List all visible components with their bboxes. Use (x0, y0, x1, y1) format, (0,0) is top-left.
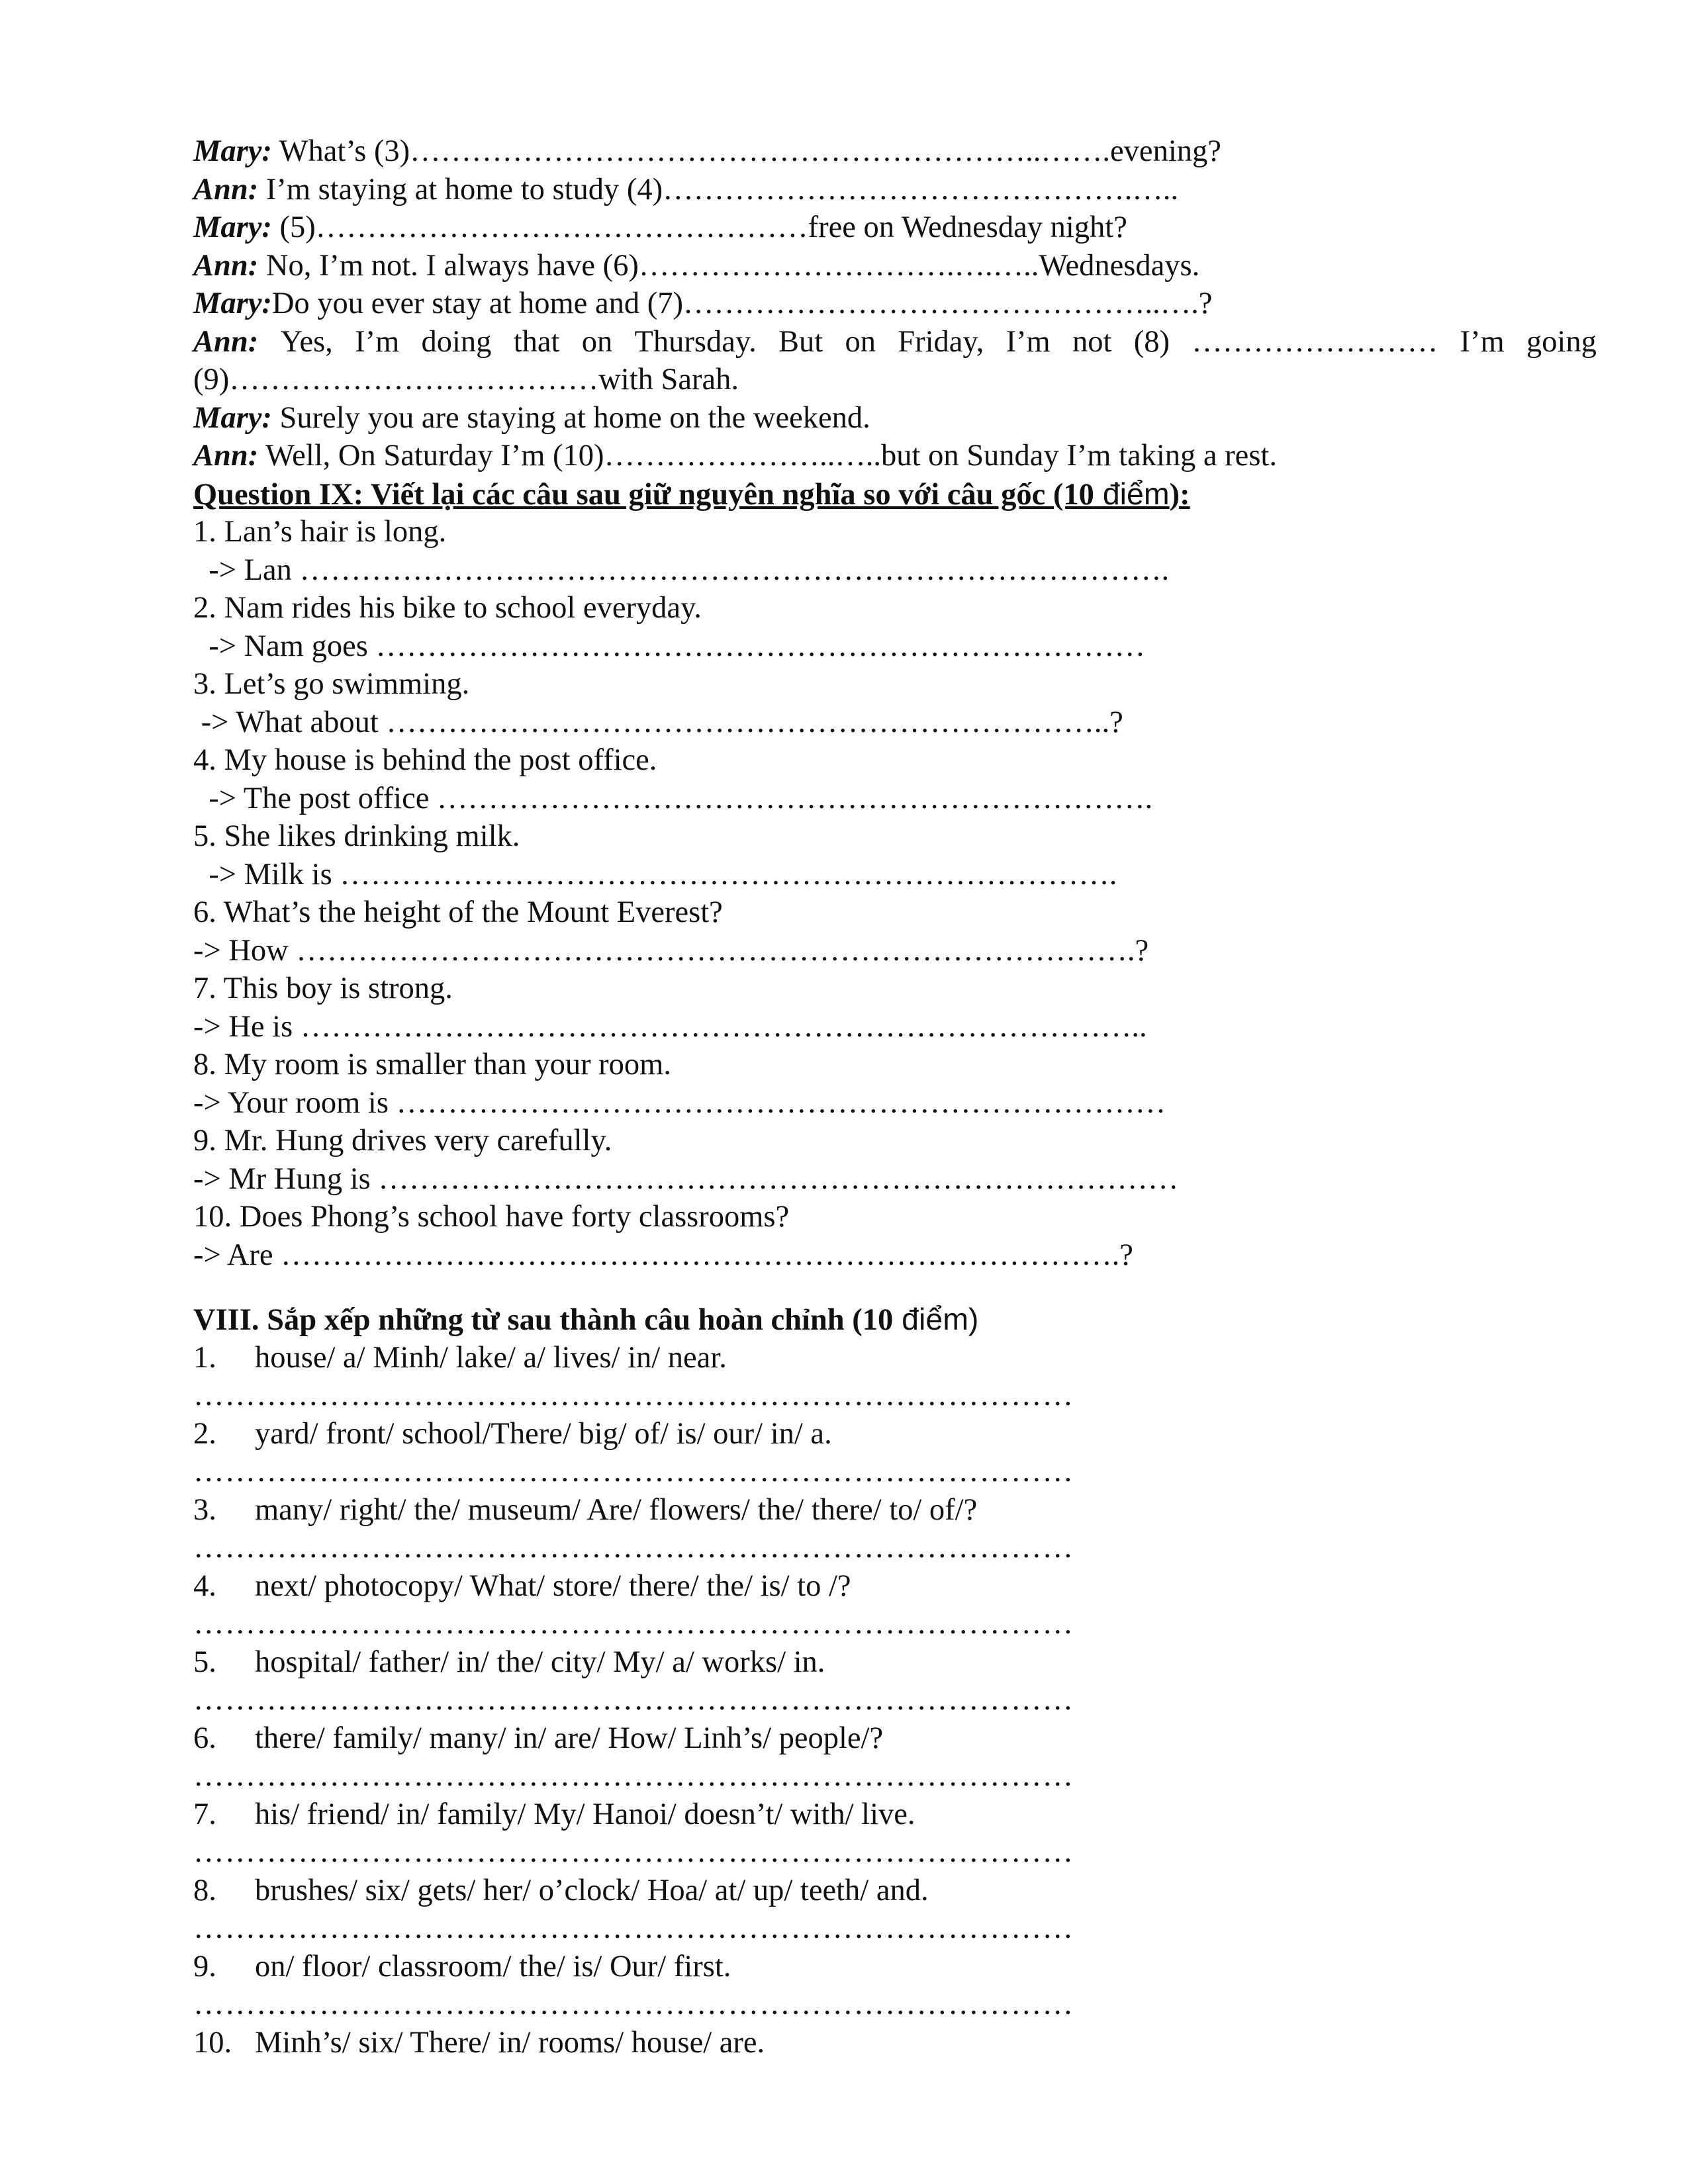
word: I’m (1006, 324, 1051, 359)
rewrite-answer-line[interactable]: -> Your room is ………………………………………………………………… (193, 1085, 1166, 1120)
answer-line[interactable]: ………………………………………………………………………… (193, 1607, 1074, 1641)
dialogue (193, 132, 1597, 475)
speaker: Mary: (193, 400, 272, 435)
reorder-item (193, 1415, 1597, 1453)
reorder-item (193, 1643, 1597, 1682)
dialogue-line (193, 399, 1597, 437)
heading-main: VIII. Sắp xếp những từ sau thành câu hoàn chỉnh (10 (193, 1303, 894, 1337)
item-number: 6. (193, 1721, 216, 1755)
item-words: Minh’s/ six/ There/ in/ rooms/ house/ are. (255, 2025, 765, 2060)
dialogue-line (193, 247, 1597, 285)
answer-line[interactable]: ………………………………………………………………………… (193, 1531, 1074, 1565)
item-number: 10. (193, 2025, 232, 2060)
reorder-item (193, 1491, 1597, 1529)
item-words: yard/ front/ school/There/ big/ of/ is/ our/ in/ a. (255, 1416, 832, 1451)
speaker: Ann: (193, 172, 259, 206)
reorder-item (193, 1872, 1597, 1910)
item-number: 7. (193, 1797, 216, 1831)
rewrite-answer-line[interactable]: -> The post office ……………………………………………………………. (193, 781, 1153, 815)
answer-line[interactable]: ………………………………………………………………………… (193, 1835, 1074, 1869)
word: doing (421, 324, 492, 359)
rewrite-question: 7. This boy is strong. (193, 972, 453, 1005)
rewrite-answer-line[interactable]: -> Milk is …………………………………………………………………. (193, 857, 1117, 891)
heading-main: Question IX: Viết lại các câu sau giữ nguyên nghĩa so với câu gốc (10 (193, 477, 1094, 512)
speaker: Mary: (193, 210, 272, 244)
heading-end: ): (1169, 477, 1190, 512)
dialogue-text: Well, On Saturday I’m (10)…………………..…..but on Sunday I’m taking a rest. (258, 439, 1277, 473)
rewrite-question: 1. Lan’s hair is long. (193, 515, 447, 549)
word: on (581, 324, 613, 359)
rewrite-answer-line[interactable]: -> How ……………………………………………………………………….? (193, 933, 1149, 968)
word: not (1072, 324, 1112, 359)
speaker: Ann: (193, 439, 259, 473)
item-words: there/ family/ many/ in/ are/ How/ Linh’s/ people/? (255, 1721, 884, 1755)
dialogue-line (193, 361, 1597, 399)
rewrite-answer-line[interactable]: -> Lan …………………………………………………………………………. (193, 553, 1170, 587)
answer-line[interactable]: ………………………………………………………………………… (193, 1759, 1074, 1793)
item-words: many/ right/ the/ museum/ Are/ flowers/ the/ there/ to/ of/? (255, 1492, 978, 1527)
dialogue-line (193, 171, 1597, 209)
rewrite-question: 5. She likes drinking milk. (193, 819, 520, 853)
spacer (193, 1274, 1597, 1300)
rewrite-question: 8. My room is smaller than your room. (193, 1048, 671, 1081)
dialogue-text: Do you ever stay at home and (7)………………………………………..….? (271, 287, 1213, 320)
rewrite-question: 10. Does Phong’s school have forty classrooms? (193, 1200, 790, 1234)
rewrite-question: 6. What’s the height of the Mount Everest? (193, 895, 723, 929)
word: But (778, 324, 823, 359)
dialogue-text: No, I’m not. I always have (6)………………………….….…..Wednesdays. (258, 248, 1200, 283)
item-number: 8. (193, 1873, 216, 1907)
item-words: his/ friend/ in/ family/ My/ Hanoi/ doesn’t/ with/ live. (255, 1797, 915, 1831)
answer-line[interactable]: ………………………………………………………………………… (193, 1987, 1074, 2021)
item-number: 3. (193, 1492, 216, 1527)
answer-line[interactable]: ………………………………………………………………………… (193, 1455, 1074, 1488)
section-heading-q9 (193, 475, 1597, 514)
item-number: 2. (193, 1416, 216, 1451)
dialogue-text: Surely you are staying at home on the weekend. (271, 400, 870, 435)
answer-line[interactable]: ………………………………………………………………………… (193, 1379, 1074, 1412)
word: I’m (355, 324, 400, 359)
dialogue-line (193, 437, 1597, 475)
item-number: 9. (193, 1949, 216, 1983)
worksheet-page (193, 132, 1597, 2062)
word: going (1526, 324, 1597, 359)
rewrite-answer-line[interactable]: -> What about ……………………………………………………………..? (193, 705, 1123, 739)
reorder-list (193, 1339, 1597, 2062)
answer-line[interactable]: ………………………………………………………………………… (193, 1683, 1074, 1717)
speaker: Mary: (193, 287, 272, 320)
rewrite-question: 9. Mr. Hung drives very carefully. (193, 1124, 612, 1158)
dialogue-line-justified (193, 323, 1597, 361)
item-number: 4. (193, 1569, 216, 1603)
word: I’m (1460, 324, 1505, 359)
rewrite-answer-line[interactable]: -> Nam goes ………………………………………………………………… (193, 629, 1145, 663)
rewrite-question: 3. Let’s go swimming. (193, 667, 470, 701)
reorder-item (193, 1796, 1597, 1834)
item-words: hospital/ father/ in/ the/ city/ My/ a/ works/ in. (255, 1645, 825, 1679)
word: Thursday. (634, 324, 757, 359)
item-words: brushes/ six/ gets/ her/ o’clock/ Hoa/ at/ up/ teeth/ and. (255, 1873, 929, 1907)
heading-tail: điểm) (893, 1302, 979, 1336)
section-heading-viii (193, 1300, 1597, 1339)
dialogue-text: What’s (3)……………………………………………………..…….evening? (271, 134, 1221, 168)
reorder-item (193, 1339, 1597, 1377)
dialogue-text: I’m staying at home to study (4)……………………………………….….. (258, 172, 1178, 206)
speaker: Ann: (193, 248, 259, 283)
item-number: 5. (193, 1645, 216, 1679)
reorder-item (193, 1567, 1597, 1606)
reorder-item (193, 1948, 1597, 1986)
rewrite-question: 4. My house is behind the post office. (193, 743, 657, 777)
word: on (845, 324, 876, 359)
rewrite-list (193, 513, 1597, 1274)
item-words: on/ floor/ classroom/ the/ is/ Our/ first. (255, 1949, 731, 1983)
reorder-item (193, 1719, 1597, 1758)
rewrite-answer-line[interactable]: -> Mr Hung is …………………………………………………………………… (193, 1161, 1179, 1196)
dialogue-line (193, 208, 1597, 247)
dialogue-text: (9)………………………………with Sarah. (193, 363, 739, 396)
dialogue-text: (5)…………………………………………free on Wednesday night? (271, 210, 1127, 244)
answer-line[interactable]: ………………………………………………………………………… (193, 1911, 1074, 1945)
reorder-item (193, 2024, 1597, 2062)
word: Yes, (280, 324, 333, 359)
rewrite-answer-line[interactable]: -> He is ……………………………………………………………………….. (193, 1009, 1147, 1044)
item-number: 1. (193, 1340, 216, 1375)
speaker: Ann: (193, 324, 259, 359)
word: …………………… (1192, 324, 1438, 359)
heading-tail: điểm (1094, 476, 1170, 511)
dialogue-line (193, 132, 1597, 171)
item-words: house/ a/ Minh/ lake/ a/ lives/ in/ near. (255, 1340, 727, 1375)
rewrite-question: 2. Nam rides his bike to school everyday. (193, 591, 702, 625)
word: (8) (1133, 324, 1170, 359)
item-words: next/ photocopy/ What/ store/ there/ the/ is/ to /? (255, 1569, 851, 1603)
speaker: Mary: (193, 134, 272, 168)
dialogue-line (193, 285, 1597, 323)
word: Friday, (898, 324, 984, 359)
rewrite-answer-line[interactable]: -> Are ……………………………………………………………………….? (193, 1238, 1133, 1272)
word: that (513, 324, 560, 359)
